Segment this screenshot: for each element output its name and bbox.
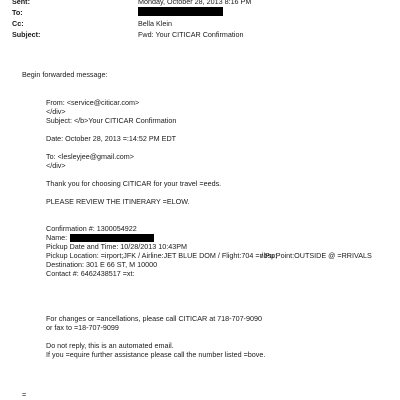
destination: Destination: 301 E 66 ST, M 10000 <box>46 260 158 269</box>
confirmation-number: Confirmation #: 1300054922 <box>46 224 137 233</box>
footer-mark: = <box>22 390 27 399</box>
from-line: From: <service@citicar.com> <box>46 98 140 107</box>
sent-value: Monday, October 28, 2013 8:16 PM <box>138 0 252 6</box>
forward-intro: Begin forwarded message: <box>22 70 108 79</box>
name-label: Name: <box>46 233 68 242</box>
contact-number: Contact #: 6462438517 =xt: <box>46 269 135 278</box>
to-label: To: <box>12 8 23 17</box>
subject-line: Subject: </b>Your CITICAR Confirmation <box>46 116 177 125</box>
cc-label: Cc: <box>12 19 24 28</box>
redacted-name <box>70 234 154 242</box>
noreply-line-1: Do not reply, this is an automated email. <box>46 341 174 350</box>
redacted-recipient <box>138 7 223 16</box>
cc-value: Bella Klein <box>138 19 172 28</box>
date-line: Date: October 28, 2013 =:14:52 PM EDT <box>46 134 177 143</box>
div-close-1: </div> <box>46 107 66 116</box>
subject-label: Subject: <box>12 30 41 39</box>
to-line: To: <lesleyjee@gmail.com> <box>46 152 134 161</box>
pu-point: / Pu Point:OUTSIDE @ =RRIVALS <box>261 251 372 260</box>
sent-label: Sent: <box>12 0 30 6</box>
changes-line-2: or fax to =18-707-9099 <box>46 323 119 332</box>
changes-line-1: For changes or =ancellations, please call CITICAR at 718-707-9090 <box>46 314 262 323</box>
div-close-2: </div> <box>46 161 66 170</box>
pickup-date: Pickup Date and Time: 10/28/2013 10:43PM <box>46 242 188 251</box>
noreply-line-2: If you =equire further assistance please call the number listed =bove. <box>46 350 266 359</box>
review-text: PLEASE REVIEW THE ITINERARY =ELOW. <box>46 197 190 206</box>
pickup-location: Pickup Location: =irport;JFK / Airline:JET BLUE DOM / Flight:704 =nbsp; <box>46 251 278 260</box>
thanks-text: Thank you for choosing CITICAR for your travel =eeds. <box>46 179 222 188</box>
subject-value: Fwd: Your CITICAR Confirmation <box>138 30 244 39</box>
